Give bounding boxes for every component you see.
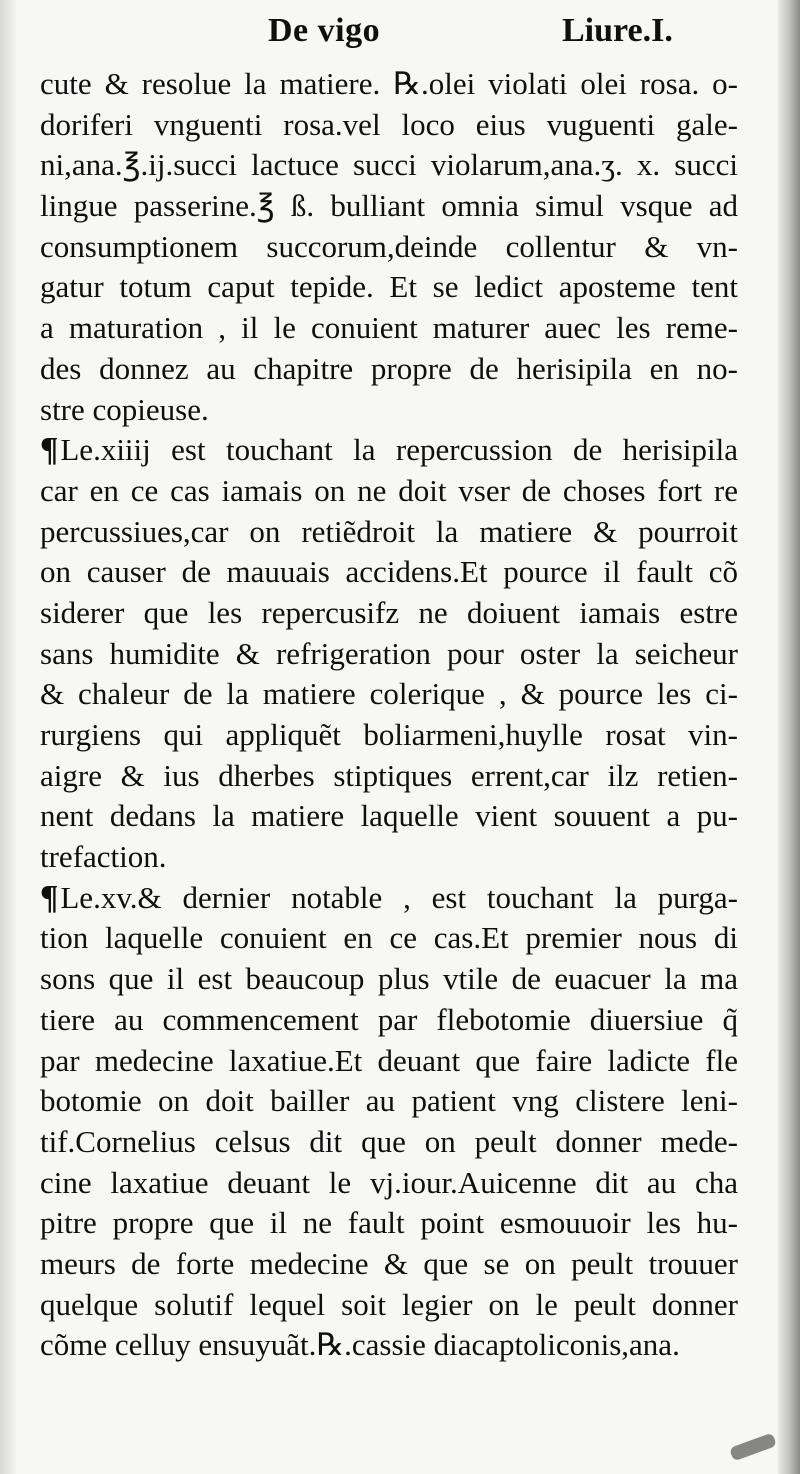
- book-label: Liure.I.: [562, 12, 673, 49]
- running-title: De vigo: [268, 12, 381, 49]
- paragraph: [40, 878, 738, 1366]
- text-line: [40, 1041, 738, 1082]
- page-left-edge: [0, 0, 16, 1474]
- text-line: [40, 308, 738, 349]
- line-text: Le.xv.& dernier notable , est touchant la purga-: [60, 879, 738, 915]
- text-line: [40, 959, 738, 1000]
- pilcrow-icon: ¶: [40, 878, 59, 916]
- line-text: aigre & ius dherbes stiptiques errent,car ilz retien-: [40, 757, 738, 793]
- page-binding-edge: [778, 0, 800, 1474]
- line-text: par medecine laxatiue.Et deuant que faire ladicte fle: [40, 1042, 738, 1078]
- line-text: percussiues,car on retiẽdroit la matiere & pourroit: [40, 513, 738, 549]
- page-header: [0, 8, 800, 56]
- line-text: siderer que les repercusifz ne doiuent iamais estre: [40, 594, 738, 630]
- line-text: pitre propre que il ne fault point esmouuoir les hu-: [40, 1205, 738, 1241]
- text-line: [40, 145, 738, 186]
- text-line: [40, 837, 738, 878]
- text-line: [40, 390, 738, 431]
- text-line: [40, 1122, 738, 1163]
- line-text: & chaleur de la matiere colerique , & pource les ci-: [40, 676, 738, 712]
- line-text: stre copieuse.: [40, 391, 209, 427]
- text-line: [40, 756, 738, 797]
- text-line: [40, 430, 738, 471]
- text-line: [40, 918, 738, 959]
- line-text: gatur totum caput tepide. Et se ledict aposteme tent: [40, 269, 738, 305]
- pilcrow-icon: ¶: [40, 431, 59, 469]
- line-text: doriferi vnguenti rosa.vel loco eius vuguenti gale-: [40, 106, 738, 142]
- line-text: ni,ana.℥.ij.succi lactuce succi violarum,ana.ʒ. x. succi: [40, 147, 738, 183]
- line-text: rurgiens qui appliquẽt boliarmeni,huylle rosat vin-: [40, 717, 738, 752]
- text-line: [40, 227, 738, 268]
- body-text: [40, 64, 738, 1366]
- text-line: [40, 715, 738, 756]
- text-line: [40, 796, 738, 837]
- corner-smudge: [729, 1433, 777, 1462]
- line-text: meurs de forte medecine & que se on peult trouuer: [40, 1245, 738, 1281]
- text-line: [40, 1000, 738, 1041]
- text-line: [40, 634, 738, 675]
- text-line: [40, 1325, 738, 1366]
- line-text: cine laxatiue deuant le vj.iour.Auicenne dit au cha: [40, 1164, 738, 1200]
- paragraph: [40, 430, 738, 878]
- line-text: consumptionem succorum,deinde collentur & vn-: [40, 228, 738, 264]
- line-text: a maturation , il le conuient maturer auec les reme-: [40, 310, 738, 346]
- line-text: sons que il est beaucoup plus vtile de euacuer la ma: [40, 961, 738, 997]
- line-text: tiere au commencement par flebotomie diuersiue q̃: [40, 1001, 738, 1037]
- text-line: [40, 267, 738, 308]
- text-line: [40, 105, 738, 146]
- text-line: [40, 471, 738, 512]
- text-line: [40, 512, 738, 553]
- line-text: car en ce cas iamais on ne doit vser de choses fort re: [40, 472, 738, 508]
- line-text: on causer de mauuais accidens.Et pource il fault cõ: [40, 554, 738, 590]
- text-line: [40, 349, 738, 390]
- text-line: [40, 186, 738, 227]
- line-text: quelque solutif lequel soit legier on le peult donner: [40, 1286, 738, 1322]
- text-line: [40, 552, 738, 593]
- line-text: lingue passerine.℥ ß. bulliant omnia simul vsque ad: [40, 188, 738, 224]
- line-text: Le.xiiij est touchant la repercussion de herisipila: [60, 432, 738, 468]
- line-text: nent dedans la matiere laquelle vient souuent a pu-: [40, 798, 738, 834]
- line-text: tion laquelle conuient en ce cas.Et premier nous di: [40, 920, 738, 956]
- text-line: [40, 1244, 738, 1285]
- text-line: [40, 1081, 738, 1122]
- line-text: des donnez au chapitre propre de herisipila en no-: [40, 350, 738, 386]
- line-text: sans humidite & refrigeration pour oster la seicheur: [40, 635, 738, 671]
- text-line: [40, 1203, 738, 1244]
- text-line: [40, 674, 738, 715]
- text-line: [40, 593, 738, 634]
- line-text: trefaction.: [40, 839, 167, 875]
- text-line: [40, 1285, 738, 1326]
- line-text: cõme celluy ensuyuãt.℞.cassie diacaptoliconis,ana.: [40, 1327, 680, 1363]
- text-line: [40, 64, 738, 105]
- paragraph: [40, 64, 738, 430]
- line-text: cute & resolue la matiere. ℞.olei violati olei rosa. o-: [40, 66, 738, 101]
- text-line: [40, 878, 738, 919]
- line-text: botomie on doit bailler au patient vng clistere leni-: [40, 1083, 738, 1119]
- text-line: [40, 1163, 738, 1204]
- line-text: tif.Cornelius celsus dit que on peult donner mede-: [40, 1123, 738, 1159]
